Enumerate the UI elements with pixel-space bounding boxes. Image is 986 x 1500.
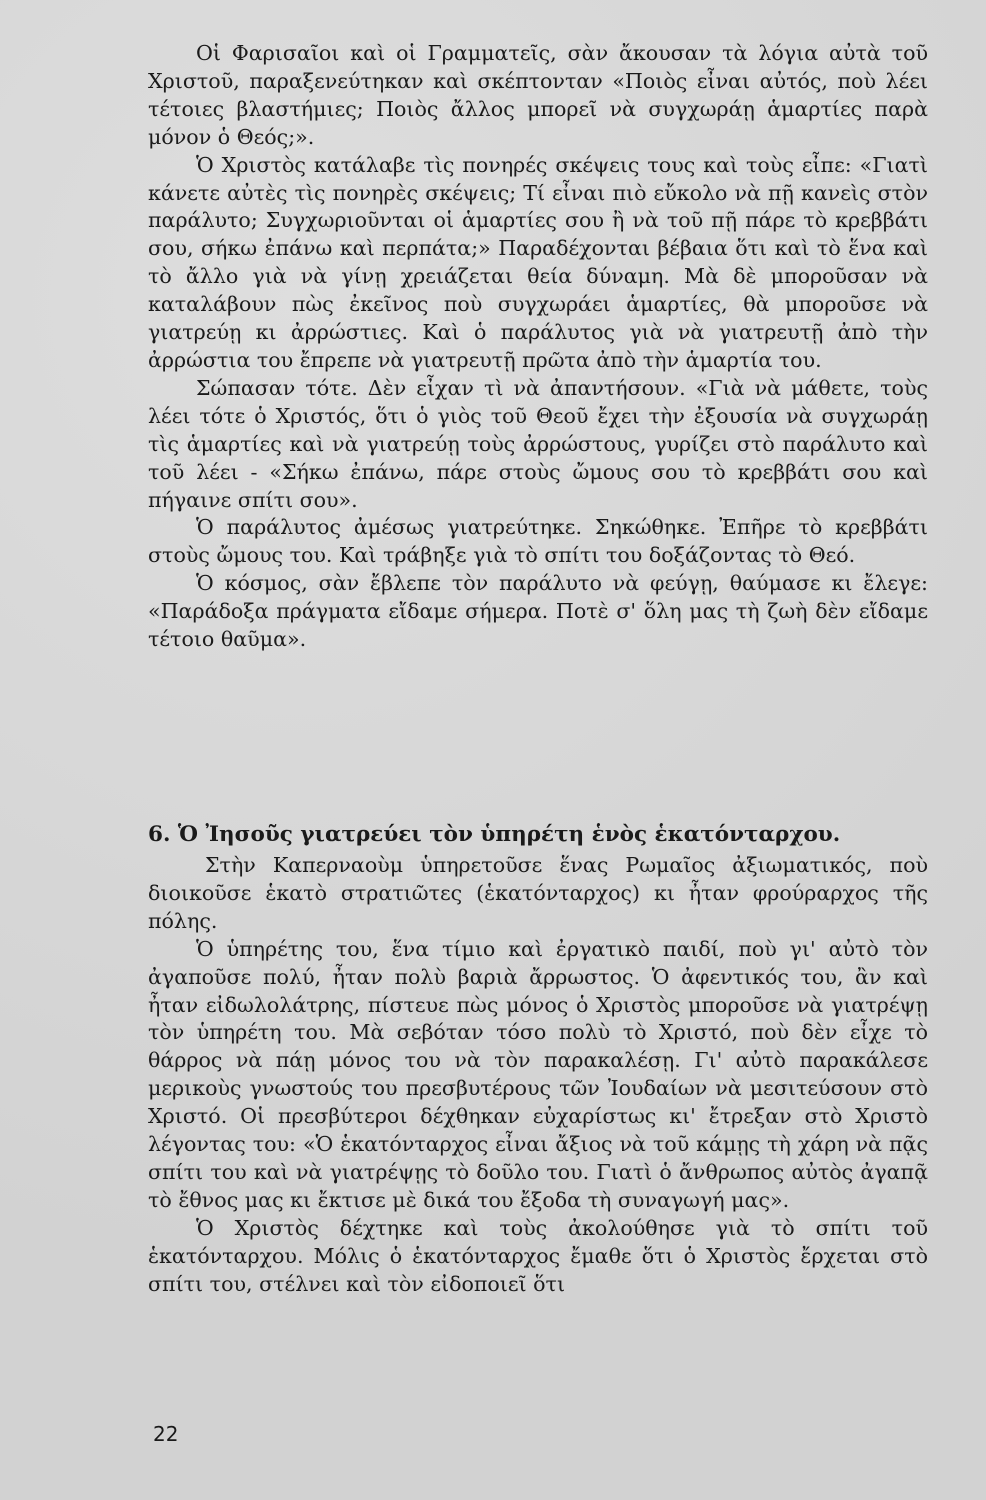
paragraph: Ὁ ὑπηρέτης του, ἕνα τίμιο καὶ ἐργατικὸ παιδί, ποὺ γι' αὐτὸ τὸν ἀγαποῦσε πολύ, ἦταν πολὺ βαριὰ ἄρρωστος. Ὁ ἀφεντικός του, ἂν καὶ ἦταν εἰδωλολάτρης, πίστευε πὼς μόνος ὁ Χριστὸς μποροῦσε νὰ γιατρέψῃ τὸν ὑπηρέτη του. Μὰ σεβόταν τόσο πολὺ τὸ Χριστό, ποὺ δὲν εἶχε τὸ θάρρος νὰ πάῃ μόνος του νὰ τὸν παρακαλέσῃ. Γι' αὐτὸ παρακάλεσε μερικοὺς γνωστούς του πρεσβυτέρους τῶν Ἰουδαίων νὰ μεσιτεύσουν στὸ Χριστό. Οἱ πρεσβύτεροι δέχθηκαν εὐχαρίστως κι' ἔτρεξαν στὸ Χριστὸ λέγοντας του: «Ὁ ἑκατόνταρχος εἶναι ἄξιος νὰ τοῦ κάμῃς τὴ χάρη νὰ πᾷς σπίτι του καὶ νὰ γιατρέψῃς τὸ δοῦλο του. Γιατὶ ὁ ἄνθρωπος αὐτὸς ἀγαπᾷ τὸ ἔθνος μας κι ἔκτισε μὲ δικά του ἔξοδα τὴ συναγωγή μας». bbox=[148, 936, 928, 1212]
section-heading: 6. Ὁ Ἰησοῦς γιατρεύει τὸν ὑπηρέτη ἑνὸς ἑκατόνταρχου. bbox=[148, 822, 841, 847]
section-one-text bbox=[148, 40, 928, 654]
paragraph: Σώπασαν τότε. Δὲν εἶχαν τὶ νὰ ἀπαντήσουν. «Γιὰ νὰ μάθετε, τοὺς λέει τότε ὁ Χριστός, ὅτι ὁ γιὸς τοῦ Θεοῦ ἔχει τὴν ἐξουσία νὰ συγχωράῃ τὶς ἁμαρτίες καὶ νὰ γιατρεύῃ τοὺς ἀρρώστους, γυρίζει στὸ παράλυτο καὶ τοῦ λέει - «Σήκω ἐπάνω, πάρε στοὺς ὤμους σου τὸ κρεββάτι σου καὶ πήγαινε σπίτι σου». bbox=[148, 375, 928, 512]
paragraph: Ὁ Χριστὸς δέχτηκε καὶ τοὺς ἀκολούθησε γιὰ τὸ σπίτι τοῦ ἑκατόνταρχου. Μόλις ὁ ἑκατόνταρχος ἔμαθε ὅτι ὁ Χριστὸς ἔρχεται στὸ σπίτι του, στέλνει καὶ τὸν εἰδοποιεῖ ὅτι bbox=[148, 1215, 928, 1296]
paragraph: Στὴν Καπερναοὺμ ὑπηρετοῦσε ἕνας Ρωμαῖος ἀξιωματικός, ποὺ διοικοῦσε ἑκατὸ στρατιῶτες (ἑκατόνταρχος) κι ἦταν φρούραρχος τῆς πόλης. bbox=[148, 853, 928, 933]
paragraph: Οἱ Φαρισαῖοι καὶ οἱ Γραμματεῖς, σὰν ἄκουσαν τὰ λόγια αὐτὰ τοῦ Χριστοῦ, παραξενεύτηκαν καὶ σκέπτονταν «Ποιὸς εἶναι αὐτός, ποὺ λέει τέτοιες βλαστήμιες; Ποιὸς ἄλλος μπορεῖ νὰ συγχωράῃ ἁμαρτίες παρὰ μόνον ὁ Θεός;». bbox=[148, 41, 928, 149]
paragraph: Ὁ παράλυτος ἀμέσως γιατρεύτηκε. Σηκώθηκε. Ἐπῆρε τὸ κρεββάτι στοὺς ὤμους του. Καὶ τράβηξε γιὰ τὸ σπίτι του δοξάζοντας τὸ Θεό. bbox=[148, 515, 928, 568]
page-number: 22 bbox=[153, 1422, 179, 1446]
paragraph: Ὁ Χριστὸς κατάλαβε τὶς πονηρές σκέψεις τους καὶ τοὺς εἶπε: «Γιατὶ κάνετε αὐτὲς τὶς πονηρὲς σκέψεις; Τί εἶναι πιὸ εὔκολο νὰ πῇ κανεὶς στὸν παράλυτο; Συγχωριοῦνται οἱ ἁμαρτίες σου ἢ νὰ τοῦ πῇ πάρε τὸ κρεββάτι σου, σήκω ἐπάνω καὶ περπάτα;» Παραδέχονται βέβαια ὅτι καὶ τὸ ἕνα καὶ τὸ ἄλλο γιὰ νὰ γίνῃ χρειάζεται θεία δύναμη. Μὰ δὲ μποροῦσαν νὰ καταλάβουν πὼς ἐκεῖνος ποὺ συγχωράει ἁμαρτίες, θὰ μποροῦσε νὰ γιατρεύῃ κι ἀρρώστιες. Καὶ ὁ παράλυτος γιὰ νὰ γιατρευτῇ ἀπὸ τὴν ἀρρώστια του ἔπρεπε νὰ γιατρευτῇ πρῶτα ἀπὸ τὴν ἁμαρτία του. bbox=[148, 152, 928, 372]
paragraph: Ὁ κόσμος, σὰν ἔβλεπε τὸν παράλυτο νὰ φεύγῃ, θαύμασε κι ἔλεγε: «Παράδοξα πράγματα εἴδαμε σήμερα. Ποτὲ σ' ὅλη μας τὴ ζωὴ δὲν εἴδαμε τέτοιο θαῦμα». bbox=[148, 571, 928, 652]
section-two-text bbox=[148, 852, 928, 1299]
